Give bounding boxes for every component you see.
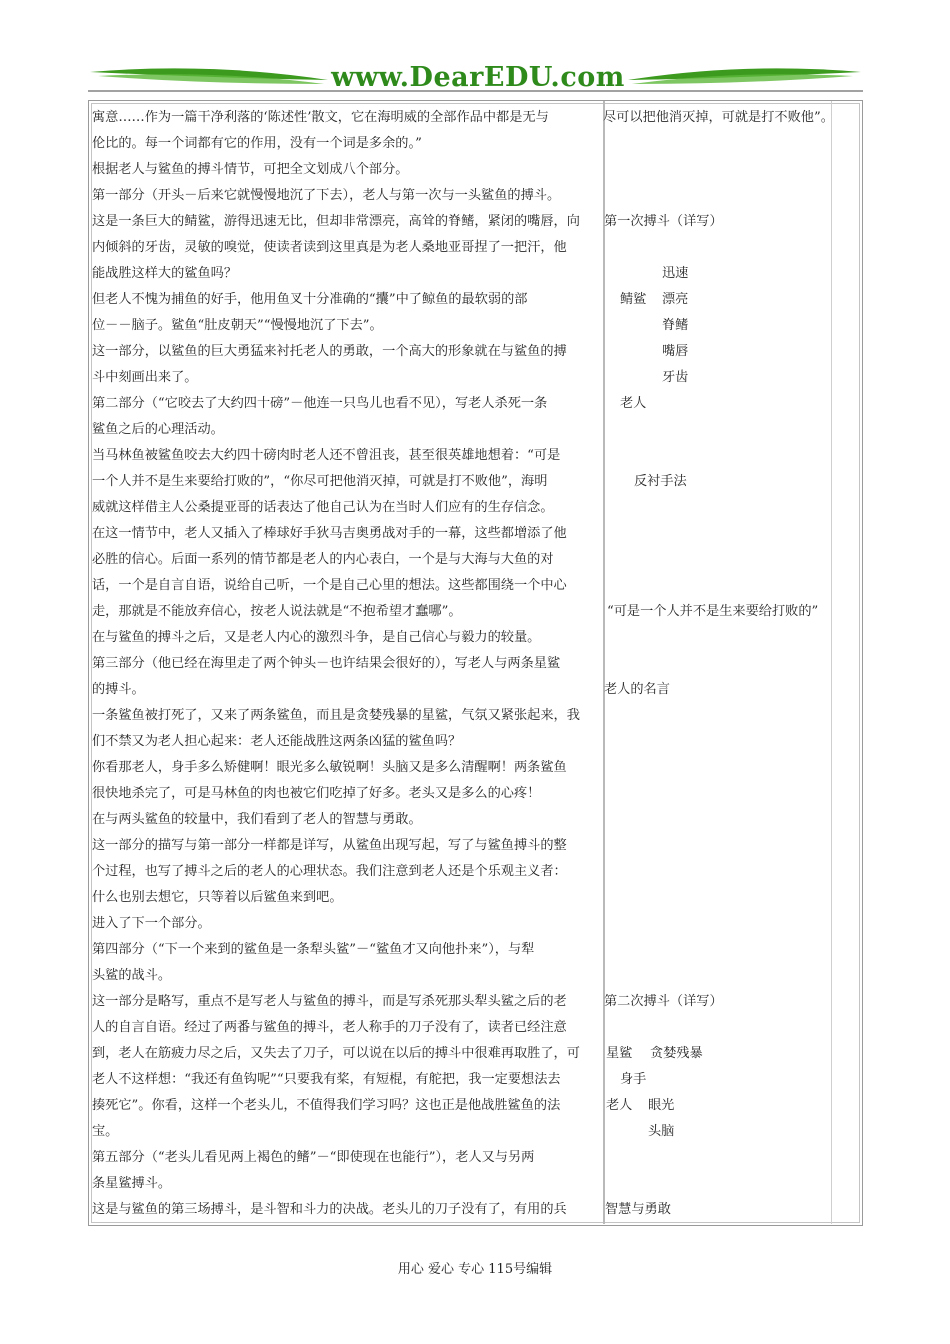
text-line: 们不禁又为老人担心起来：老人还能战胜这两条凶猛的鲨鱼吗？ (92, 734, 462, 749)
side-note: 星鲨 (606, 1046, 633, 1061)
text-line: 位－－脑子。鲨鱼“肚皮朝天”“慢慢地沉了下去”。 (92, 318, 383, 333)
text-line: 头鲨的战斗。 (92, 968, 172, 983)
text-line: 根据老人与鲨鱼的搏斗情节，可把全文划成八个部分。 (92, 162, 409, 177)
text-line: 的搏斗。 (92, 682, 145, 697)
side-note: 老人 (606, 1098, 633, 1113)
text-line: 什么也别去想它，只等着以后鲨鱼来到吧。 (92, 890, 343, 905)
text-line: 一个人并不是生来要给打败的”，“你尽可把他消灭掉，可就是打不败他”，海明 (92, 474, 548, 489)
text-line: 斗中刻画出来了。 (92, 370, 198, 385)
column-divider (603, 101, 605, 1224)
text-line: 寓意……作为一篇干净利落的‘陈述性’散文，它在海明威的全部作品中都是无与 (92, 110, 549, 125)
side-note: 老人的名言 (604, 682, 670, 697)
text-line: 很快地杀完了，可是马林鱼的肉也被它们吃掉了好多。老头又是多么的心疼！ (92, 786, 541, 801)
text-line: 到，老人在筋疲力尽之后，又失去了刀子，可以说在以后的搏斗中很难再取胜了，可 (92, 1046, 580, 1061)
text-line: 一条鲨鱼被打死了，又来了两条鲨鱼，而且是贪婪残暴的星鲨，气氛又紧张起来，我 (92, 708, 580, 723)
text-line: 揍死它”。你看，这样一个老头儿，不值得我们学习吗？这也正是他战胜鲨鱼的法 (92, 1098, 561, 1113)
site-header (88, 58, 863, 98)
text-line: 这是一条巨大的鲭鲨，游得迅速无比，但却非常漂亮，高耸的脊鳍，紧闭的嘴唇，向 (92, 214, 580, 229)
text-line: 这一部分的描写与第一部分一样都是详写，从鲨鱼出现写起，写了与鲨鱼搏斗的整 (92, 838, 567, 853)
text-line: 在与鲨鱼的搏斗之后，又是老人内心的激烈斗争，是自己信心与毅力的较量。 (92, 630, 541, 645)
side-note: 漂亮 (662, 292, 689, 307)
text-line: 鲨鱼之后的心理活动。 (92, 422, 224, 437)
column-divider-right (831, 101, 832, 1224)
text-line: 能战胜这样大的鲨鱼吗？ (92, 266, 238, 281)
text-line: 在与两头鲨鱼的较量中，我们看到了老人的智慧与勇敢。 (92, 812, 422, 827)
text-line: 走，那就是不能放弃信心，按老人说法就是“不抱希望才蠢哪”。 (92, 604, 462, 619)
text-line: 伦比的。每一个词都有它的作用，没有一个词是多余的。” (92, 136, 422, 151)
text-line: 老人不这样想：“我还有鱼钩呢”“只要我有桨，有短棍，有舵把，我一定要想法去 (92, 1072, 561, 1087)
text-line: 当马林鱼被鲨鱼咬去大约四十磅肉时老人还不曾沮丧，甚至很英雄地想着：“可是 (92, 448, 561, 463)
side-note: 老人 (620, 396, 647, 411)
text-line: 第五部分（“老头儿看见两上褐色的鳍”－“即使现在也能行”），老人又与另两 (92, 1150, 535, 1165)
text-line: 第三部分（他已经在海里走了两个钟头－也许结果会很好的），写老人与两条星鲨 (92, 656, 561, 671)
side-note: 迅速 (662, 266, 689, 281)
text-line: 在这一情节中，老人又插入了棒球好手狄马吉奥勇战对手的一幕，这些都增添了他 (92, 526, 567, 541)
side-note-quote: “可是一个人并不是生来要给打败的” (607, 604, 819, 619)
side-note: 贪婪残暴 (650, 1046, 703, 1061)
side-note: 尽可以把他消灭掉，可就是打不败他”。 (603, 110, 834, 125)
side-note: 嘴唇 (662, 344, 689, 359)
page-footer: 用心 爱心 专心 115号编辑 (397, 1262, 553, 1277)
text-line: 第二部分（“它咬去了大约四十磅”－他连一只鸟儿也看不见），写老人杀死一条 (92, 396, 548, 411)
text-line: 第一部分（开头－后来它就慢慢地沉了下去），老人与第一次与一头鲨鱼的搏斗。 (92, 188, 561, 203)
side-note: 牙齿 (662, 370, 689, 385)
text-line: 这一部分是略写，重点不是写老人与鲨鱼的搏斗，而是写杀死那头犁头鲨之后的老 (92, 994, 567, 1009)
text-line: 进入了下一个部分。 (92, 916, 211, 931)
text-line: 宝。 (92, 1124, 119, 1139)
text-line: 话，一个是自言自语，说给自己听，一个是自己心里的想法。这些都围绕一个中心 (92, 578, 567, 593)
side-note: 眼光 (648, 1098, 675, 1113)
text-line: 这一部分，以鲨鱼的巨大勇猛来衬托老人的勇敢，一个高大的形象就在与鲨鱼的搏 (92, 344, 567, 359)
side-note: 鲭鲨 (620, 292, 647, 307)
side-note-heading: 第二次搏斗（详写） (604, 994, 723, 1009)
text-line: 但老人不愧为捕鱼的好手，他用鱼叉十分准确的“攮”中了鲸鱼的最软弱的部 (92, 292, 528, 307)
side-note: 反衬手法 (634, 474, 687, 489)
side-note: 智慧与勇敢 (605, 1202, 671, 1217)
text-line: 个过程，也写了搏斗之后的老人的心理状态。我们注意到老人还是个乐观主义者： (92, 864, 567, 879)
text-line: 威就这样借主人公桑提亚哥的话表达了他自己认为在当时人们应有的生存信念。 (92, 500, 554, 515)
side-note-heading: 第一次搏斗（详写） (604, 214, 723, 229)
text-line: 这是与鲨鱼的第三场搏斗，是斗智和斗力的决战。老头儿的刀子没有了，有用的兵 (92, 1202, 567, 1217)
side-note: 身手 (620, 1072, 647, 1087)
text-line: 必胜的信心。后面一系列的情节都是老人的内心表白，一个是与大海与大鱼的对 (92, 552, 554, 567)
side-note: 脊鳍 (662, 318, 689, 333)
site-logo[interactable]: www.DearEDU.com (331, 62, 625, 93)
side-note: 头脑 (648, 1124, 675, 1139)
text-line: 条星鲨搏斗。 (92, 1176, 172, 1191)
text-line: 人的自言自语。经过了两番与鲨鱼的搏斗，老人称手的刀子没有了，读者已经注意 (92, 1020, 567, 1035)
text-line: 第四部分（“下一个来到的鲨鱼是一条犁头鲨”－“鲨鱼才又向他扑来”），与犁 (92, 942, 535, 957)
text-line: 内倾斜的牙齿，灵敏的嗅觉，使读者读到这里真是为老人桑地亚哥捏了一把汗，他 (92, 240, 567, 255)
text-line: 你看那老人，身手多么矫健啊！眼光多么敏锐啊！头脑又是多么清醒啊！两条鲨鱼 (92, 760, 567, 775)
